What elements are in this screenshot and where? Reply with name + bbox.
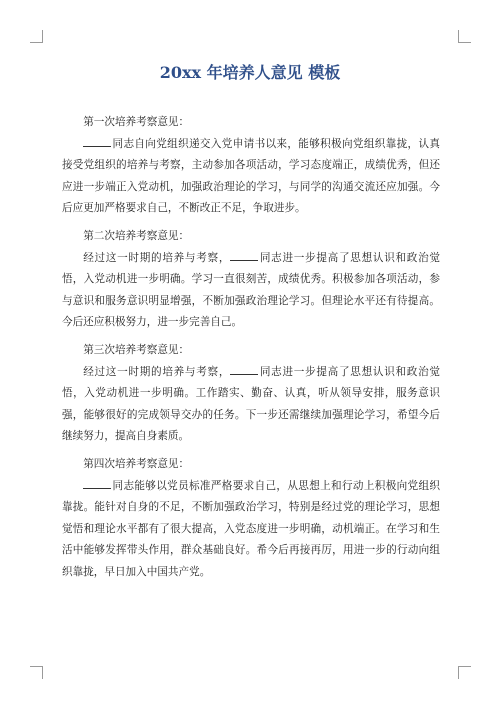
section-4-heading: 第四次培养考察意见： [83, 457, 190, 470]
crop-mark-top-right [458, 30, 471, 43]
section-1-paragraph [62, 134, 440, 220]
crop-mark-top-left [30, 30, 43, 43]
section-2-paragraph [62, 248, 440, 334]
name-blank [83, 478, 111, 489]
section-2-text: 同志进一步提高了思想认识和政治觉悟，入党动机进一步明确。学习一直很刻苦，成绩优秀。积极参加各项活动，参与意识和服务意识明显增强，不断加强政治理论学习。但理论水平还有待提高。今后还应积极努力，进一步完善自己。 [62, 251, 441, 329]
document-body [62, 112, 440, 589]
name-blank [83, 136, 111, 147]
section-4-paragraph [62, 476, 440, 584]
section-3-paragraph [62, 362, 440, 448]
document-title: 20xx 年培养人意见 模板 [159, 63, 341, 82]
section-1-text: 同志自向党组织递交入党申请书以来，能够积极向党组织靠拢，认真接受党组织的培养与考察，主动参加各项活动，学习态度端正，成绩优秀，但还应进一步端正入党动机，加强政治理论的学习，与同学的沟通交流还应加强。今后应更加严格要求自己，不断改正不足，争取进步。 [62, 137, 440, 215]
section-4-text: 同志能够以党员标准严格要求自己，从思想上和行动上积极向党组织靠拢。能针对自身的不足，不断加强政治学习，特别是经过党的理论学习，思想觉悟和理论水平都有了很大提高，入党态度进一步明确，动机端正。在学习和生活中能够发挥带头作用，群众基础良好。希今后再接再厉，用进一步的行动向组织靠拢，早日加入中国共产党。 [62, 479, 440, 578]
section-2-heading: 第二次培养考察意见： [83, 229, 190, 242]
section-3-text: 同志进一步提高了思想认识和政治觉悟，入党动机进一步明确。工作踏实、勤奋、认真，听从领导安排，服务意识强，能够很好的完成领导交办的任务。下一步还需继续加强理论学习，希望今后继续努力，提高自身素质。 [62, 365, 441, 443]
section-2-lead-text: 经过这一时期的培养与考察， [83, 251, 231, 264]
name-blank [230, 364, 258, 375]
name-blank [230, 250, 258, 261]
section-1-heading: 第一次培养考察意见： [83, 116, 190, 128]
section-3-heading: 第三次培养考察意见： [83, 343, 190, 356]
crop-mark-bottom-right [458, 666, 471, 679]
section-3-lead-text: 经过这一时期的培养与考察， [83, 365, 231, 378]
crop-mark-bottom-left [30, 666, 43, 679]
